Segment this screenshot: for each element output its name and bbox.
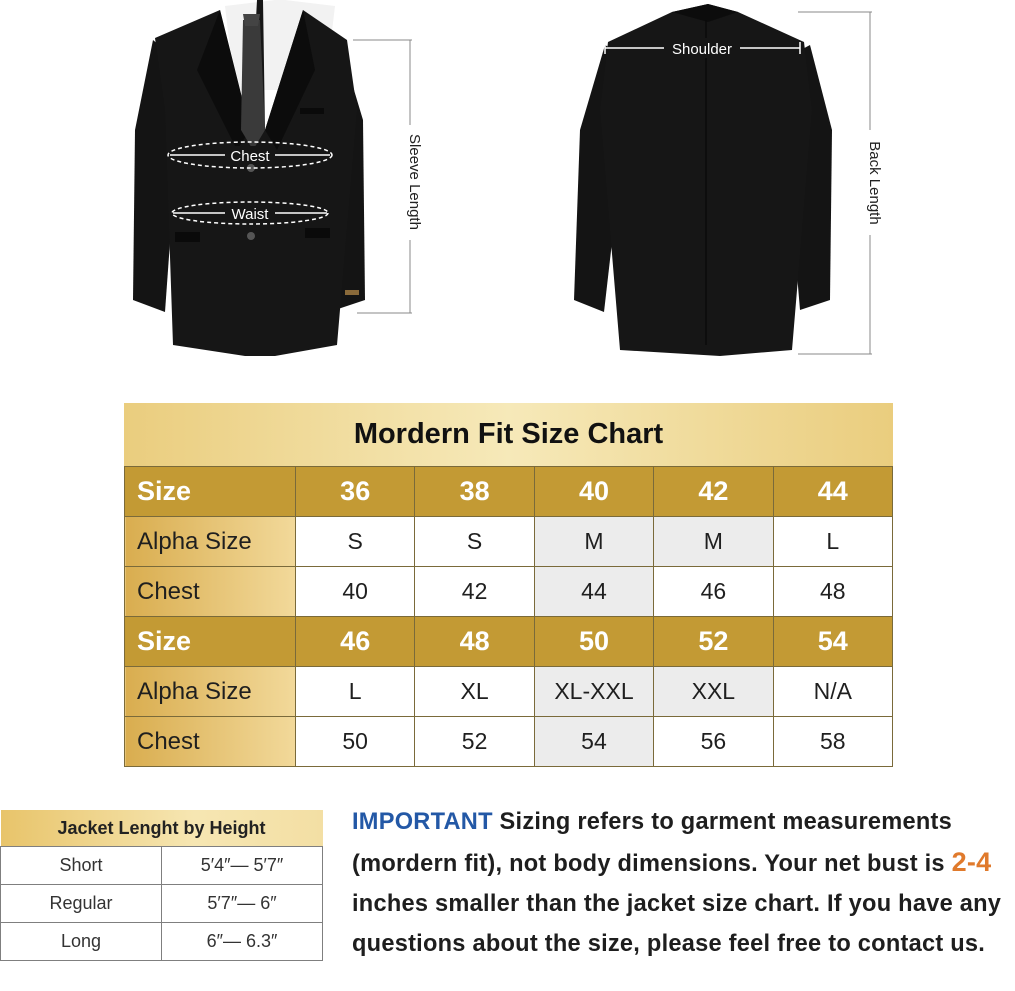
chest-cell: 56 — [654, 717, 773, 767]
size-cell: 44 — [773, 467, 892, 517]
size-chart-title: Mordern Fit Size Chart — [124, 403, 893, 466]
size-cell: 42 — [654, 467, 773, 517]
note-range-highlight: 2-4 — [951, 847, 992, 877]
chest-cell: 48 — [773, 567, 892, 617]
alpha-size-row — [125, 517, 893, 567]
size-cell: 40 — [534, 467, 653, 517]
alpha-cell: L — [773, 517, 892, 567]
chest-row — [125, 717, 893, 767]
chest-cell: 58 — [773, 717, 892, 767]
jacket-length-title: Jacket Lenght by Height — [1, 810, 323, 847]
length-range: 5′4″— 5′7″ — [162, 847, 323, 885]
chest-cell: 54 — [534, 717, 653, 767]
important-note — [352, 802, 1015, 964]
chest-row-label: Chest — [125, 717, 296, 767]
alpha-cell: M — [534, 517, 653, 567]
chest-row-label: Chest — [125, 567, 296, 617]
alpha-cell: XL-XXL — [534, 667, 653, 717]
size-cell: 38 — [415, 467, 534, 517]
back-length-label: Back Length — [866, 141, 883, 225]
size-cell: 46 — [296, 617, 415, 667]
chest-cell: 44 — [534, 567, 653, 617]
alpha-cell: L — [296, 667, 415, 717]
alpha-size-row — [125, 667, 893, 717]
size-header-row — [125, 617, 893, 667]
size-chart — [124, 403, 893, 767]
jacket-length-row — [1, 885, 323, 923]
chest-cell: 50 — [296, 717, 415, 767]
length-range: 6″— 6.3″ — [162, 923, 323, 961]
back-jacket-illustration — [560, 0, 890, 365]
note-text-part2: inches smaller than the jacket size chart. If you have any questions about the size, please feel free to contact us. — [352, 891, 1002, 957]
chest-cell: 46 — [654, 567, 773, 617]
length-range: 5′7″— 6″ — [162, 885, 323, 923]
shoulder-measure-label: Shoulder — [671, 41, 733, 58]
waist-measure-label: Waist — [231, 206, 269, 223]
sleeve-length-label: Sleeve Length — [406, 134, 423, 230]
alpha-cell: M — [654, 517, 773, 567]
alpha-cell: S — [415, 517, 534, 567]
size-cell: 48 — [415, 617, 534, 667]
size-cell: 54 — [773, 617, 892, 667]
size-row-label: Size — [125, 467, 296, 517]
length-name: Long — [1, 923, 162, 961]
important-label: IMPORTANT — [352, 809, 493, 835]
size-chart-table — [124, 466, 893, 767]
jacket-length-table — [0, 810, 323, 961]
chest-cell: 52 — [415, 717, 534, 767]
front-jacket-illustration — [125, 0, 425, 365]
jacket-length-row — [1, 847, 323, 885]
length-name: Short — [1, 847, 162, 885]
size-row-label: Size — [125, 617, 296, 667]
chest-row — [125, 567, 893, 617]
alpha-cell: N/A — [773, 667, 892, 717]
size-header-row — [125, 467, 893, 517]
note-text-part1: Sizing refers to garment measurements (mordern fit), not body dimensions. Your net bust is — [352, 809, 952, 877]
jacket-length-row — [1, 923, 323, 961]
alpha-cell: S — [296, 517, 415, 567]
chest-cell: 42 — [415, 567, 534, 617]
chest-measure-label: Chest — [230, 148, 270, 165]
size-cell: 52 — [654, 617, 773, 667]
chest-cell: 40 — [296, 567, 415, 617]
alpha-cell: XL — [415, 667, 534, 717]
alpha-cell: XXL — [654, 667, 773, 717]
size-cell: 36 — [296, 467, 415, 517]
alpha-row-label: Alpha Size — [125, 667, 296, 717]
size-cell: 50 — [534, 617, 653, 667]
alpha-row-label: Alpha Size — [125, 517, 296, 567]
length-name: Regular — [1, 885, 162, 923]
